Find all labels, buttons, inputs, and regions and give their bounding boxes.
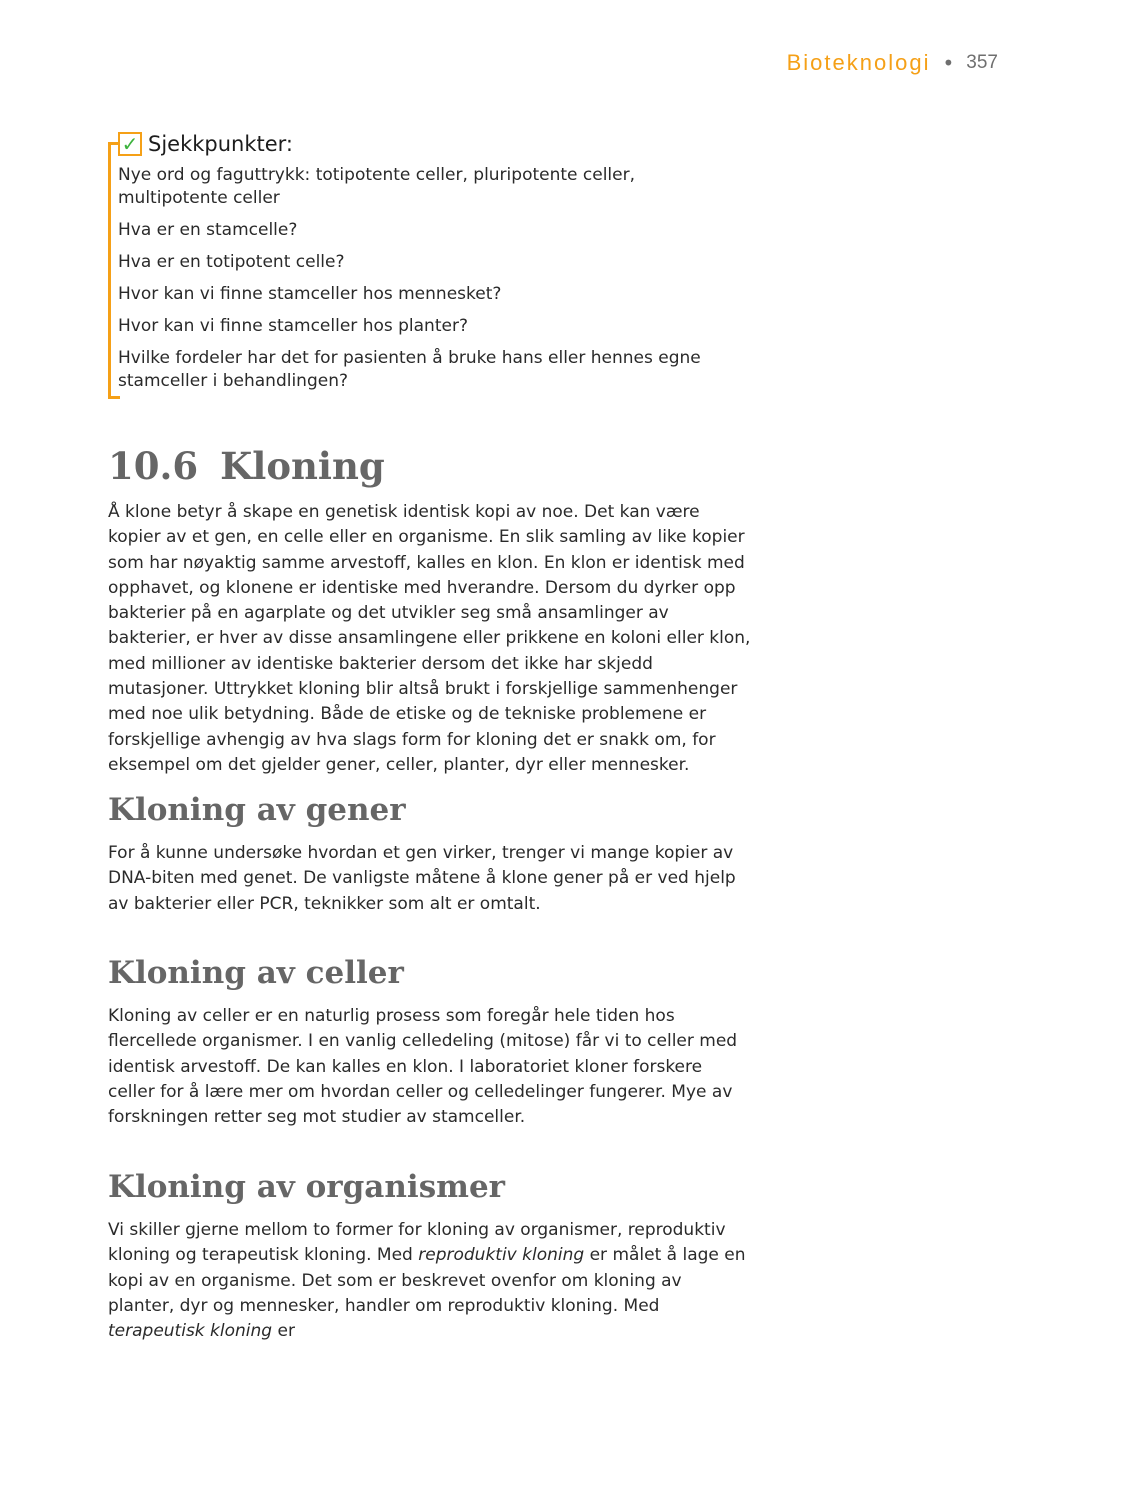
organisms-paragraph <box>108 1218 753 1344</box>
organisms-text-part: er <box>272 1321 295 1342</box>
running-header <box>787 50 998 76</box>
checkpoints-bar-top <box>108 142 120 145</box>
checkpoint-item: Hvor kan vi finne stamceller hos planter? <box>118 316 468 336</box>
emphasis-reproductive-cloning: reproduktiv kloning <box>418 1245 585 1266</box>
organisms-text-part: Vi skiller gjerne mellom to former for kloning av organismer, reproduktiv kloning og terapeutisk kloning. Med <box>108 1220 726 1266</box>
page-number: 357 <box>966 52 998 73</box>
checkpoints-title: Sjekkpunkter: <box>148 132 294 156</box>
genes-heading: Kloning av gener <box>108 792 406 828</box>
section-title: Kloning <box>220 444 385 488</box>
checkpoint-item: Hvilke fordeler har det for pasienten å bruke hans eller hennes egne stamceller i behandlingen? <box>118 348 701 391</box>
checkpoint-item: Hva er en stamcelle? <box>118 220 298 240</box>
organisms-heading: Kloning av organismer <box>108 1169 506 1205</box>
checkpoints-box <box>108 130 748 402</box>
organisms-text-part: er målet å lage en kopi av en organisme. Det som er beskrevet ovenfor om kloning av planter, dyr og mennesker, handler om reproduktiv kloning. Med <box>108 1245 746 1316</box>
header-section-title: Bioteknologi <box>786 50 931 75</box>
cells-heading: Kloning av celler <box>108 955 404 991</box>
checkpoint-item: Hva er en totipotent celle? <box>118 252 345 272</box>
checkpoint-item: Hvor kan vi finne stamceller hos mennesket? <box>118 284 502 304</box>
checkpoint-item: Nye ord og faguttrykk: totipotente celler, pluripotente celler, multipotente celler <box>118 165 635 208</box>
cells-paragraph: Kloning av celler er en naturlig prosess som foregår hele tiden hos flercellede organismer. I en vanlig celledeling (mitose) får vi to celler med identisk arvestoff. De kan kalles en klon. I laboratoriet kloner forskere celler for å lære mer om hvordan celler og celledelinger fungerer. Mye av forskningen retter seg mot studier av stamceller. <box>108 1006 738 1128</box>
intro-paragraph: Å klone betyr å skape en genetisk identisk kopi av noe. Det kan være kopier av et gen, en celle eller en organisme. En slik samling av like kopier som har nøyaktig samme arvestoff, kalles en klon. En klon er identisk med opphavet, og klonene er identiske med hverandre. Dersom du dyrker opp bakterier på en agarplate og det utvikler seg små ansamlinger av bakterier, er hver av disse ansamlingene eller prikkene en koloni eller klon, med millioner av identiske bakterier dersom det ikke har skjedd mutasjoner. Uttrykket kloning blir altså brukt i forskjellige sammenhenger med noe ulik betydning. Både de etiske og de tekniske problemene er forskjellige avhengig av hva slags form for kloning det er snakk om, for eksempel om det gjelder gener, celler, planter, dyr eller mennesker. <box>108 502 751 775</box>
genes-paragraph: For å kunne undersøke hvordan et gen virker, trenger vi mange kopier av DNA-biten med genet. De vanligste måtene å klone gener på er ved hjelp av bakterier eller PCR, teknikker som alt er omtalt. <box>108 843 736 914</box>
header-bullet: • <box>942 51 955 75</box>
emphasis-therapeutic-cloning: terapeutisk kloning <box>108 1321 273 1342</box>
section-number: 10.6 <box>108 444 199 488</box>
checkpoints-title-row <box>118 130 748 158</box>
section-heading <box>108 444 385 488</box>
checkpoints-bar-bottom <box>108 396 120 399</box>
checkbox-check-icon: ✓ <box>118 132 142 156</box>
checkpoints-accent-bar <box>108 142 111 399</box>
checkpoints-list <box>118 164 748 393</box>
